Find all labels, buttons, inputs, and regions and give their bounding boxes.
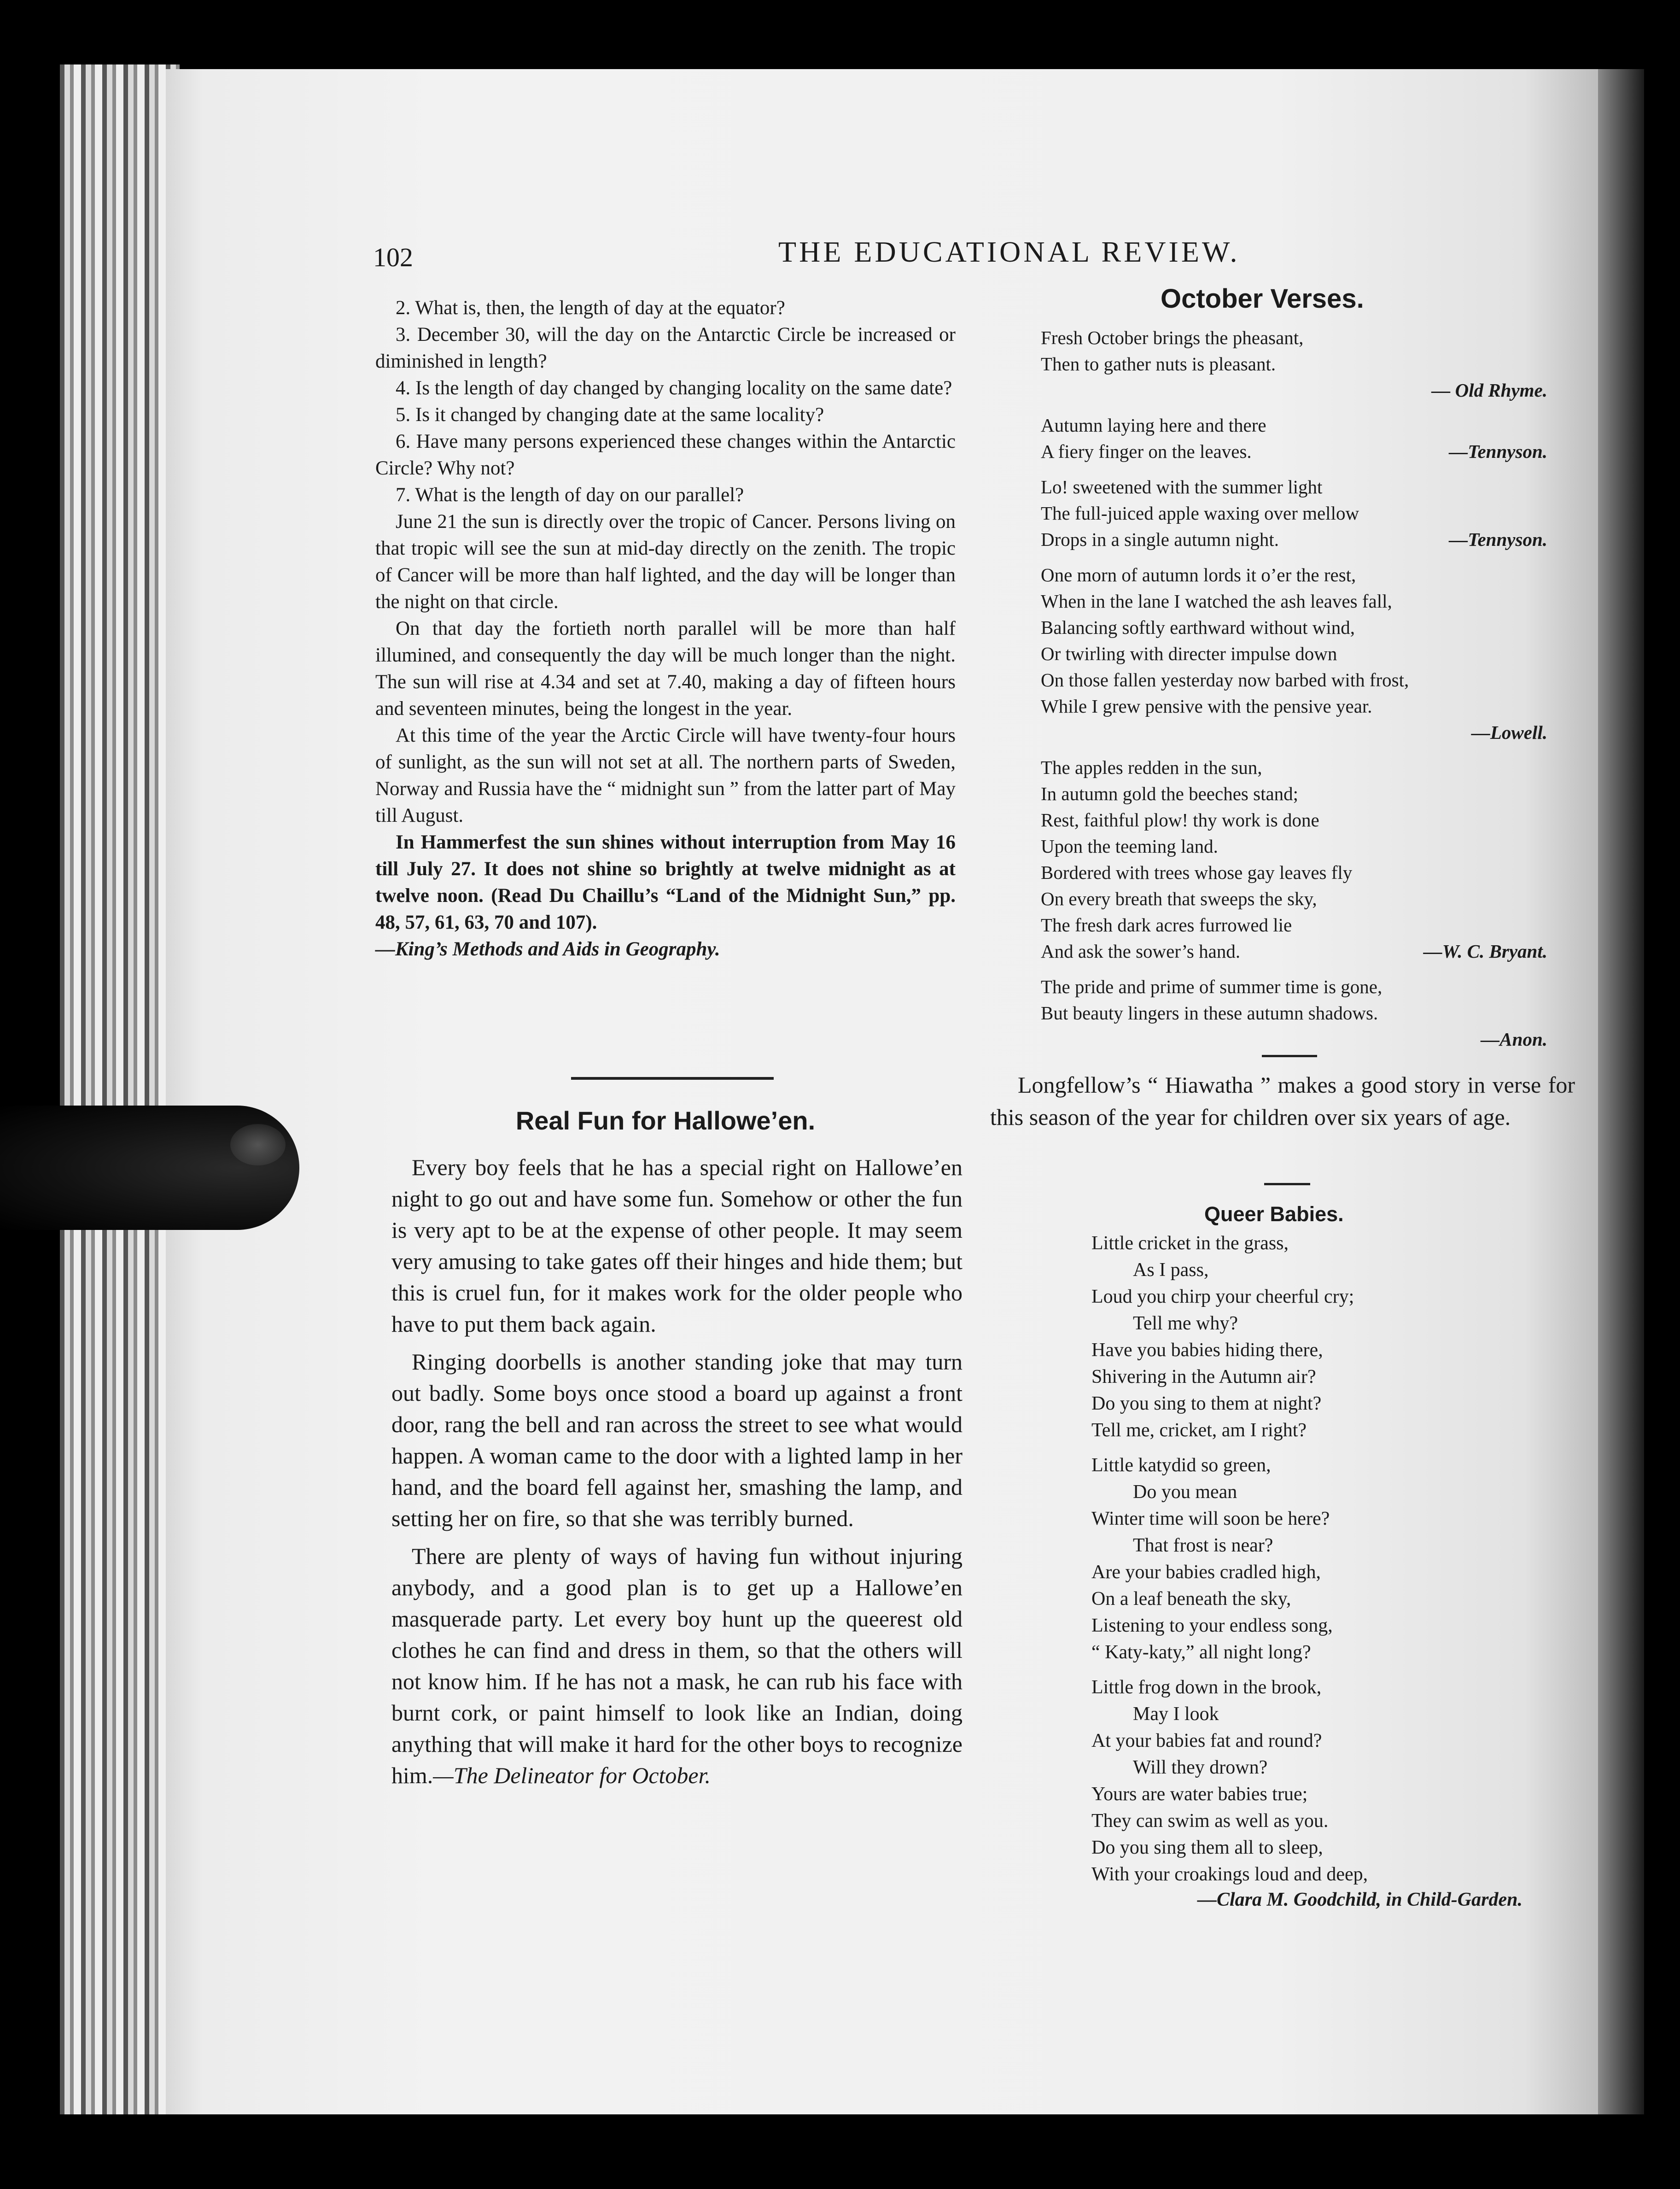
verse-line: Do you mean bbox=[1133, 1481, 1237, 1503]
verse-line: Shivering in the Autumn air? bbox=[1091, 1366, 1316, 1387]
poem-credit: —Clara M. Goodchild, in Child-Garden. bbox=[1197, 1889, 1522, 1910]
stanza bbox=[1091, 1674, 1598, 1888]
stanza bbox=[1041, 562, 1547, 745]
verse-line: That frost is near? bbox=[1133, 1535, 1273, 1556]
verse-line: Autumn laying here and there bbox=[1041, 415, 1266, 436]
article-credit: —The Delineator for October. bbox=[433, 1762, 711, 1788]
verse-attribution: —Tennyson. bbox=[1449, 529, 1547, 550]
stanza bbox=[1091, 1230, 1598, 1444]
verse-line: Listening to your endless song, bbox=[1091, 1615, 1333, 1636]
verse-line: Bordered with trees whose gay leaves fly bbox=[1041, 862, 1353, 883]
verse-line: The full-juiced apple waxing over mellow bbox=[1041, 503, 1359, 524]
verse-attribution: —Tennyson. bbox=[1449, 441, 1547, 462]
verse-line: Little katydid so green, bbox=[1091, 1455, 1271, 1476]
verse-attribution: — Old Rhyme. bbox=[1431, 380, 1547, 401]
article-title: Real Fun for Hallowe’en. bbox=[515, 1106, 816, 1135]
verse-line: Tell me, cricket, am I right? bbox=[1091, 1420, 1307, 1441]
verse-line: On a leaf beneath the sky, bbox=[1091, 1588, 1291, 1610]
verse-line: In autumn gold the beeches stand; bbox=[1041, 783, 1299, 804]
october-verses bbox=[1041, 325, 1547, 1061]
thumb-highlight bbox=[230, 1124, 286, 1165]
verse-line-with-attribution bbox=[1041, 527, 1547, 553]
verse-line: On every breath that sweeps the sky, bbox=[1041, 888, 1317, 909]
verse-line: Are your babies cradled high, bbox=[1091, 1562, 1321, 1583]
verse-line: Little frog down in the brook, bbox=[1091, 1677, 1322, 1698]
stanza bbox=[1041, 325, 1547, 403]
verse-line: Do you sing them all to sleep, bbox=[1091, 1837, 1323, 1858]
verse-line: On those fallen yesterday now barbed with frost, bbox=[1041, 669, 1409, 691]
stanza bbox=[1041, 974, 1547, 1052]
verse-line: Do you sing to them at night? bbox=[1091, 1393, 1322, 1414]
verse-line: As I pass, bbox=[1133, 1259, 1209, 1281]
verse-line: One morn of autumn lords it o’er the rest, bbox=[1041, 564, 1356, 585]
verse-line: Tell me why? bbox=[1133, 1313, 1238, 1334]
verse-line: But beauty lingers in these autumn shadows. bbox=[1041, 1002, 1378, 1024]
geography-section bbox=[375, 295, 956, 963]
verse-line: Or twirling with directer impulse down bbox=[1041, 643, 1337, 664]
verse-line: And ask the sower’s hand. bbox=[1041, 941, 1241, 962]
verse-line: The pride and prime of summer time is gone, bbox=[1041, 976, 1382, 997]
stanza bbox=[1041, 755, 1547, 965]
verse-line: Rest, faithful plow! thy work is done bbox=[1041, 809, 1319, 831]
verse-line: Have you babies hiding there, bbox=[1091, 1340, 1323, 1361]
verse-line: While I grew pensive with the pensive year. bbox=[1041, 696, 1372, 717]
stanza bbox=[1041, 474, 1547, 553]
verse-attribution: —W. C. Bryant. bbox=[1423, 941, 1547, 962]
verse-line: At your babies fat and round? bbox=[1091, 1730, 1322, 1751]
page-number: 102 bbox=[373, 242, 413, 272]
poem-section-title: October Verses. bbox=[1161, 284, 1364, 314]
poem-title: Queer Babies. bbox=[1204, 1202, 1344, 1226]
section-divider bbox=[571, 1077, 774, 1080]
verse-line: The apples redden in the sun, bbox=[1041, 757, 1262, 778]
verse-line: A fiery finger on the leaves. bbox=[1041, 441, 1252, 462]
queer-babies-poem bbox=[1091, 1230, 1598, 1896]
stanza bbox=[1041, 412, 1547, 465]
verse-line: With your croakings loud and deep, bbox=[1091, 1864, 1368, 1885]
verse-line: Will they drown? bbox=[1133, 1757, 1268, 1778]
verse-line: Drops in a single autumn night. bbox=[1041, 529, 1279, 550]
verse-line: Little cricket in the grass, bbox=[1091, 1233, 1289, 1254]
question-item: 2. What is, then, the length of day at the equator? bbox=[396, 297, 785, 319]
section-divider bbox=[1264, 1183, 1310, 1185]
verse-line-with-attribution bbox=[1041, 439, 1547, 465]
source-citation: —King’s Methods and Aids in Geography. bbox=[375, 938, 720, 960]
paragraph: Every boy feels that he has a special right on Hallowe’en night to go out and have some fun. Somehow or other the fun is very apt to be at the expense of other people. It may seem very amusing to take gates off their hinges and hide them; but this is cruel fun, for it makes work for the older people who have to put them back again. bbox=[391, 1154, 962, 1337]
article-body bbox=[391, 1152, 962, 1797]
verse-line: “ Katy-katy,” all night long? bbox=[1091, 1642, 1311, 1663]
verse-line: Winter time will soon be here? bbox=[1091, 1508, 1330, 1529]
stanza bbox=[1091, 1452, 1598, 1666]
verse-line: When in the lane I watched the ash leaves fall, bbox=[1041, 591, 1392, 612]
verse-line: Upon the teeming land. bbox=[1041, 836, 1218, 857]
paragraph: June 21 the sun is directly over the tropic of Cancer. Persons living on that tropic will see the sun at mid-day directly on the zenith. The tropic of Cancer will be more than half lighted, and the day will be longer than the night on that circle. bbox=[375, 511, 956, 613]
verse-line: They can swim as well as you. bbox=[1091, 1810, 1329, 1832]
paragraph: In Hammerfest the sun shines without interruption from May 16 till July 27. It does not shine so brightly at twelve midnight as at twelve noon. (Read Du Chaillu’s “Land of the Midnight Sun,” pp. 48, 57, 61, 63, 70 and 107). bbox=[375, 831, 956, 933]
verse-line: Balancing softly earthward without wind, bbox=[1041, 617, 1355, 638]
page-gutter-shadow bbox=[1598, 69, 1644, 2114]
paragraph: Ringing doorbells is another standing joke that may turn out badly. Some boys once stood a board up against a front door, rang the bell and ran across the street to see what would happen. A woman came to the door with a lighted lamp in her hand, and the board fell against her, smashing the lamp, and setting her on fire, so that she was terribly burned. bbox=[391, 1349, 962, 1531]
paragraph: On that day the fortieth north parallel will be more than half illumined, and consequently the day will be much longer than the night. The sun will rise at 4.34 and set at 7.40, making a day of fifteen hours and seventeen minutes, being the longest in the year. bbox=[375, 618, 956, 720]
question-item: 6. Have many persons experienced these changes within the Antarctic Circle? Why not? bbox=[375, 431, 956, 479]
verse-line: Lo! sweetened with the summer light bbox=[1041, 476, 1323, 498]
verse-line: The fresh dark acres furrowed lie bbox=[1041, 914, 1292, 936]
question-item: 4. Is the length of day changed by changing locality on the same date? bbox=[396, 377, 952, 399]
question-item: 5. Is it changed by changing date at the same locality? bbox=[396, 404, 824, 426]
section-divider bbox=[1262, 1055, 1317, 1057]
longfellow-note: Longfellow’s “ Hiawatha ” makes a good story in verse for this season of the year for children over six years of age. bbox=[990, 1072, 1575, 1130]
question-item: 7. What is the length of day on our parallel? bbox=[396, 484, 744, 506]
verse-line: May I look bbox=[1133, 1703, 1219, 1725]
verse-attribution: —Lowell. bbox=[1471, 722, 1547, 743]
book-page-edges bbox=[60, 64, 180, 2114]
verse-line: Fresh October brings the pheasant, bbox=[1041, 327, 1304, 348]
paragraph bbox=[391, 1540, 962, 1791]
paragraph-text: There are plenty of ways of having fun without injuring anybody, and a good plan is to get up a Hallowe’en masquerade party. Let every boy hunt up the queerest old clothes he can find and dress in them, so that the others will not know him. If he has not a mask, he can rub his face with burnt cork, or paint himself to look like an Indian, doing anything that will make it hard for the other boys to recognize him. bbox=[391, 1543, 962, 1788]
paragraph: At this time of the year the Arctic Circle will have twenty-four hours of sunlight, as the sun will not set at all. The northern parts of Sweden, Norway and Russia have the “ midnight sun ” from the latter part of May till August. bbox=[375, 725, 956, 826]
verse-line: Yours are water babies true; bbox=[1091, 1784, 1308, 1805]
verse-line: Then to gather nuts is pleasant. bbox=[1041, 353, 1276, 375]
running-head: THE EDUCATIONAL REVIEW. bbox=[778, 235, 1240, 268]
question-item: 3. December 30, will the day on the Antarctic Circle be increased or diminished in length? bbox=[375, 324, 956, 372]
verse-line: Loud you chirp your cheerful cry; bbox=[1091, 1286, 1354, 1307]
verse-attribution: —Anon. bbox=[1481, 1029, 1547, 1050]
verse-line-with-attribution bbox=[1041, 938, 1547, 965]
